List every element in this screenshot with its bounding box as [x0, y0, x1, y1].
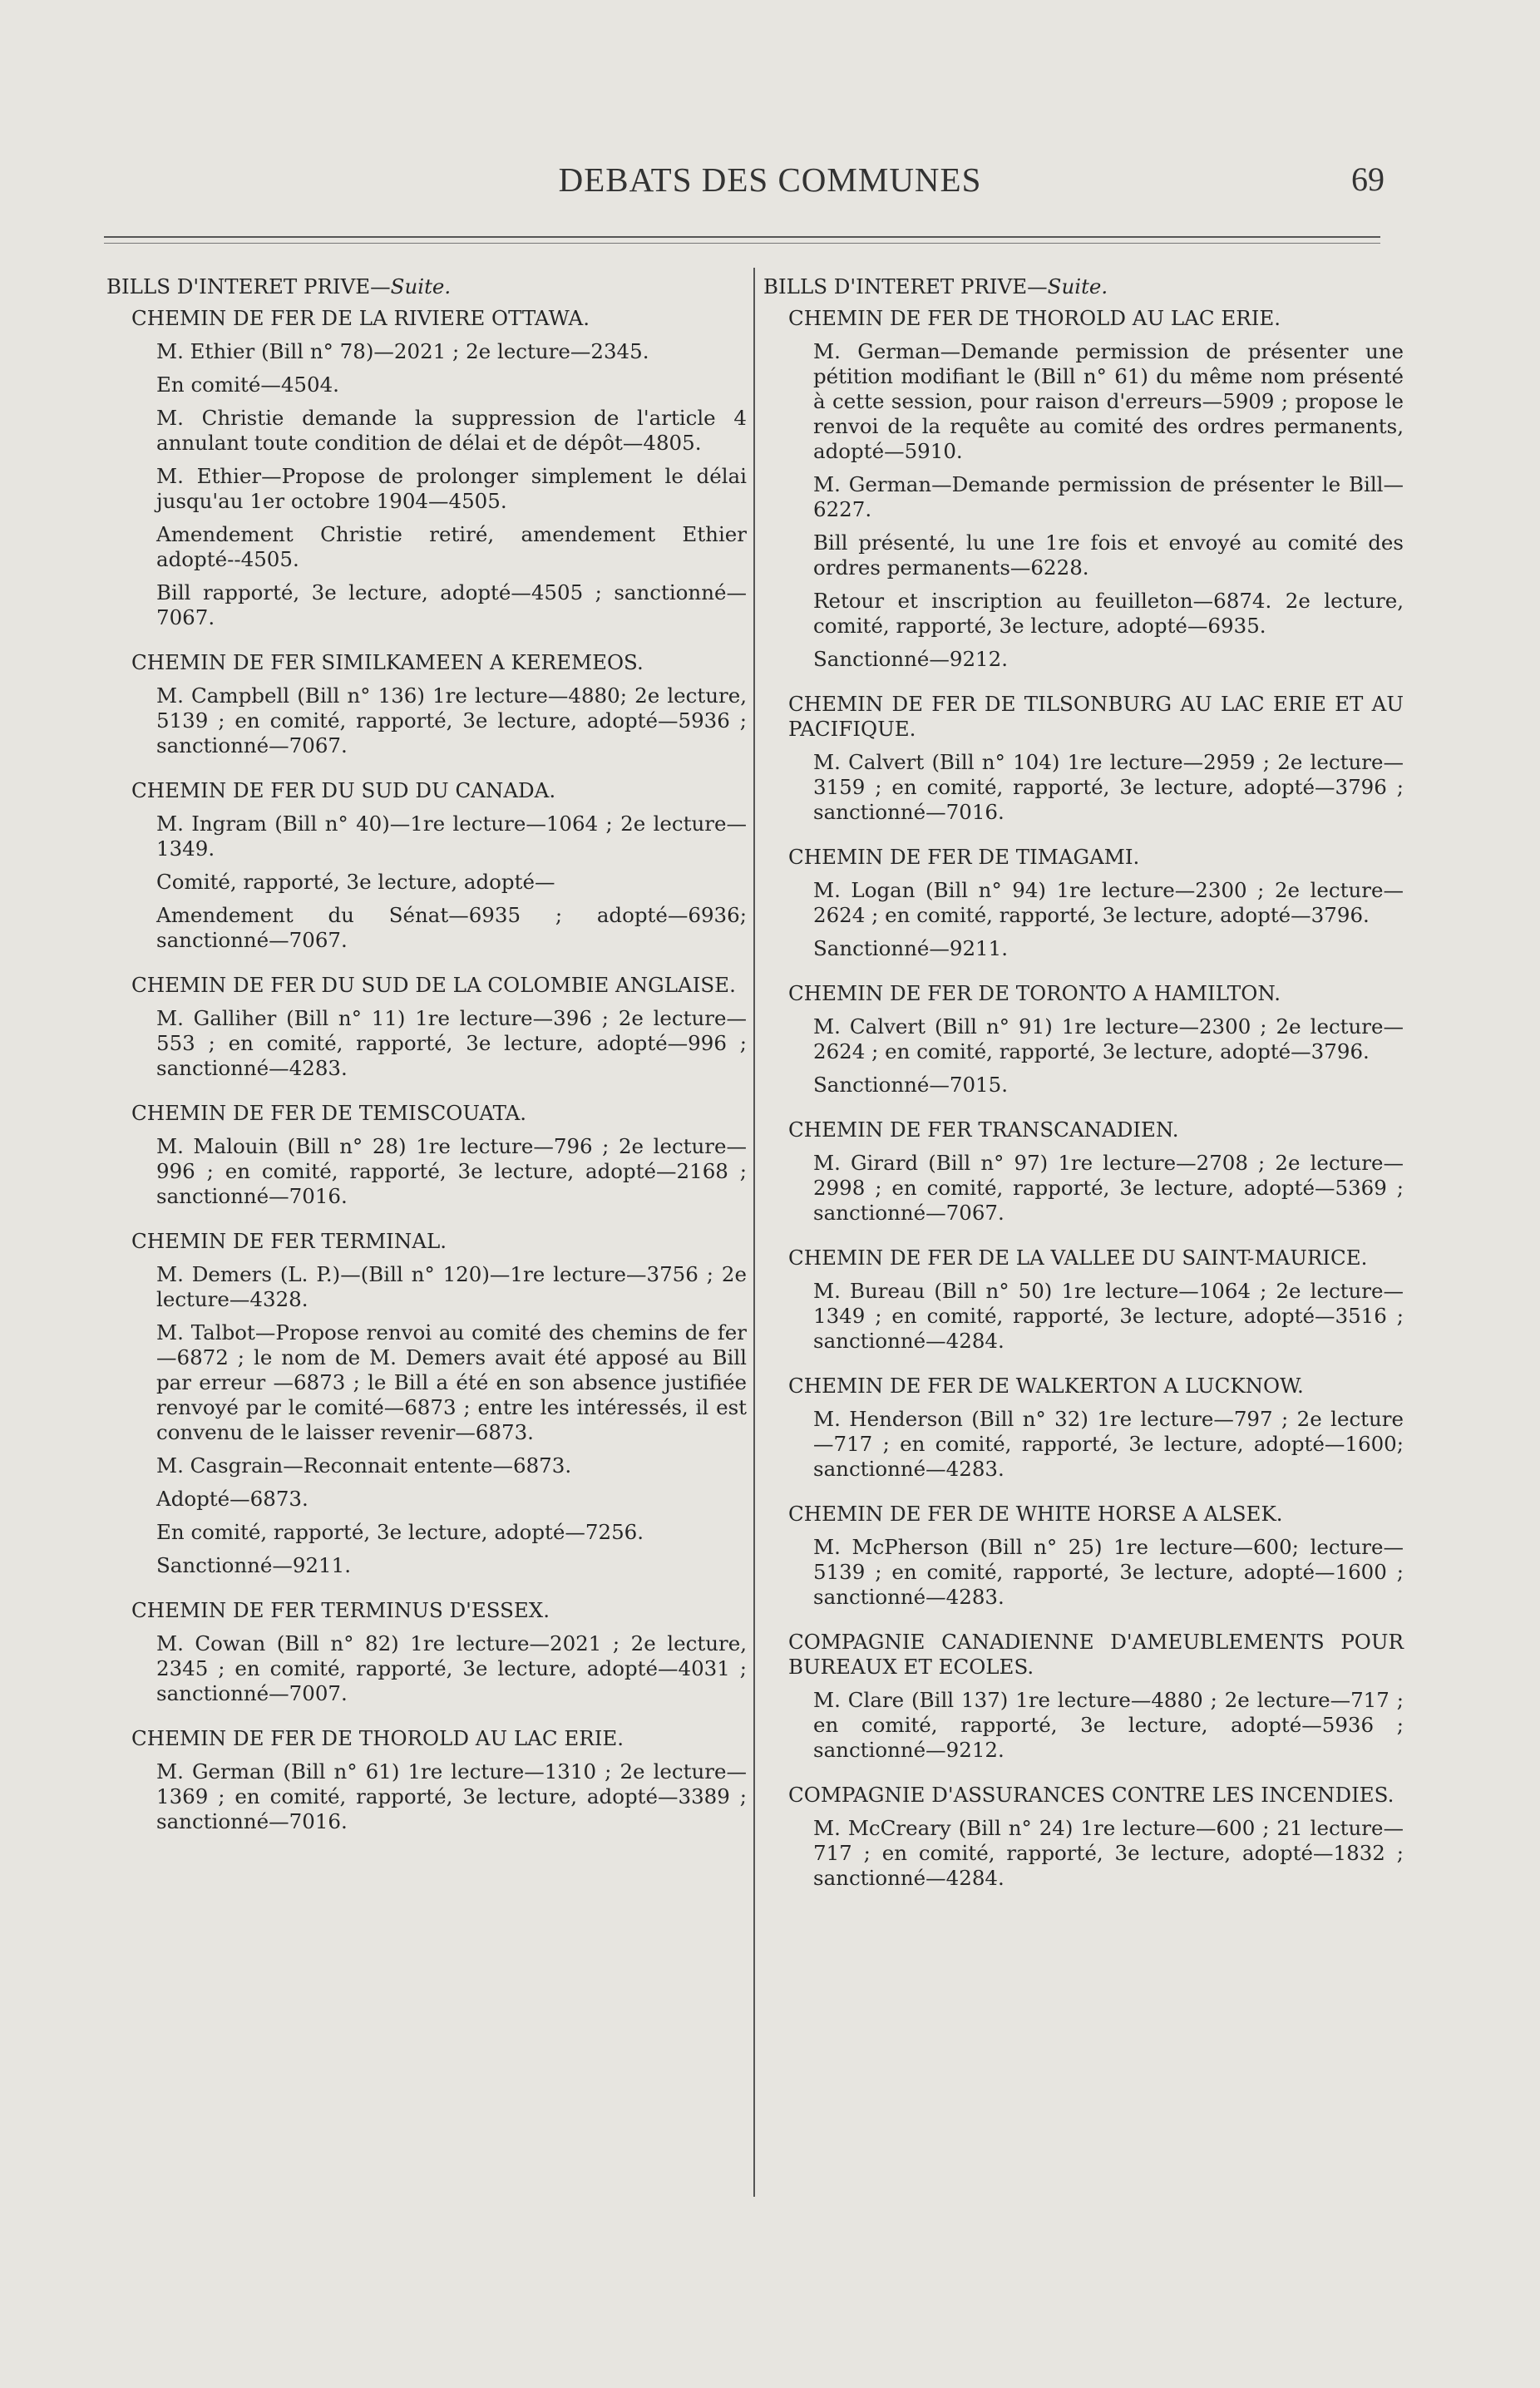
index-section: [763, 306, 1404, 672]
index-section: [763, 1630, 1404, 1763]
running-head: [106, 274, 747, 299]
section-title: CHEMIN DE FER DE THOROLD AU LAC ERIE.: [788, 306, 1281, 330]
index-section: [763, 1783, 1404, 1891]
index-section: [106, 778, 747, 953]
page-number: 69: [1351, 160, 1385, 198]
section-title: CHEMIN DE FER DE LA VALLEE DU SAINT-MAURICE.: [788, 1246, 1368, 1270]
section-title: COMPAGNIE D'ASSURANCES CONTRE LES INCENDIES.: [788, 1783, 1394, 1807]
header-rule: [104, 236, 1380, 238]
index-entry: Bill rapporté, 3e lecture, adopté—4505 ; sanctionné—7067.: [156, 580, 747, 629]
index-entry: M. German—Demande permission de présenter le Bill—6227.: [813, 472, 1404, 521]
right-column: [763, 274, 1404, 1911]
index-entry: M. Bureau (Bill n° 50) 1re lecture—1064 ; 2e lecture—1349 ; en comité, rapporté, 3e lecture, adopté—3516 ; sanctionné—4284.: [813, 1279, 1404, 1353]
section-title: CHEMIN DE FER TRANSCANADIEN.: [788, 1118, 1179, 1142]
section-title: CHEMIN DE FER DU SUD DE LA COLOMBIE ANGLAISE.: [131, 973, 736, 997]
index-entry: Sanctionné—7015.: [813, 1073, 1009, 1097]
section-title: CHEMIN DE FER DE TEMISCOUATA.: [131, 1101, 527, 1125]
index-entry: Amendement du Sénat—6935 ; adopté—6936; sanctionné—7067.: [156, 903, 747, 952]
index-entry: M. McCreary (Bill n° 24) 1re lecture—600 ; 21 lecture—717 ; en comité, rapporté, 3e lecture, adopté—1832 ; sanctionné—4284.: [813, 1816, 1404, 1890]
index-entry: M. German (Bill n° 61) 1re lecture—1310 ; 2e lecture—1369 ; en comité, rapporté, 3e lecture, adopté—3389 ; sanctionné—7016.: [156, 1759, 747, 1833]
index-section: [763, 1502, 1404, 1610]
index-entry: Sanctionné—9211.: [813, 936, 1009, 960]
index-entry: Comité, rapporté, 3e lecture, adopté—: [156, 870, 555, 894]
index-entry: M. Casgrain—Reconnait entente—6873.: [156, 1453, 572, 1478]
index-entry: M. Ethier—Propose de prolonger simplement le délai jusqu'au 1er octobre 1904—4505.: [156, 464, 747, 513]
index-entry: Bill présenté, lu une 1re fois et envoyé au comité des ordres permanents—6228.: [813, 530, 1404, 580]
section-title: CHEMIN DE FER DU SUD DU CANADA.: [131, 778, 556, 802]
index-entry: M. Galliher (Bill n° 11) 1re lecture—396 ; 2e lecture—553 ; en comité, rapporté, 3e lecture, adopté—996 ; sanctionné—4283.: [156, 1006, 747, 1080]
index-entry: M. Clare (Bill 137) 1re lecture—4880 ; 2e lecture—717 ; en comité, rapporté, 3e lecture, adopté—5936 ; sanctionné—9212.: [813, 1688, 1404, 1762]
running-head-text: BILLS D'INTERET PRIVE—: [106, 274, 391, 298]
section-title: CHEMIN DE FER TERMINAL.: [131, 1229, 447, 1253]
section-title: CHEMIN DE FER DE TIMAGAMI.: [788, 845, 1140, 869]
index-section: [106, 1598, 747, 1706]
section-title: CHEMIN DE FER DE LA RIVIERE OTTAWA.: [131, 306, 590, 330]
index-entry: Retour et inscription au feuilleton—6874. 2e lecture, comité, rapporté, 3e lecture, adopté—6935.: [813, 589, 1404, 638]
section-title: COMPAGNIE CANADIENNE D'AMEUBLEMENTS POUR BUREAUX ET ECOLES.: [788, 1630, 1404, 1679]
running-head-text: BILLS D'INTERET PRIVE—: [763, 274, 1048, 298]
index-section: [763, 845, 1404, 961]
index-entry: M. Girard (Bill n° 97) 1re lecture—2708 ; 2e lecture—2998 ; en comité, rapporté, 3e lecture, adopté—5369 ; sanctionné—7067.: [813, 1151, 1404, 1225]
index-entry: Amendement Christie retiré, amendement Ethier adopté--4505.: [156, 522, 747, 571]
index-entry: Sanctionné—9212.: [813, 647, 1009, 671]
section-title: CHEMIN DE FER DE WHITE HORSE A ALSEK.: [788, 1502, 1283, 1526]
index-entry: Adopté—6873.: [156, 1487, 308, 1511]
header-rule-secondary: [104, 243, 1380, 244]
index-entry: M. Malouin (Bill n° 28) 1re lecture—796 ; 2e lecture—996 ; en comité, rapporté, 3e lecture, adopté—2168 ; sanctionné—7016.: [156, 1134, 747, 1208]
section-title: CHEMIN DE FER DE TILSONBURG AU LAC ERIE ET AU PACIFIQUE.: [788, 692, 1404, 741]
index-section: [763, 981, 1404, 1098]
page-header-title: DEBATS DES COMMUNES: [558, 160, 982, 199]
index-section: [106, 1101, 747, 1209]
index-entry: M. Campbell (Bill n° 136) 1re lecture—4880; 2e lecture, 5139 ; en comité, rapporté, 3e lecture, adopté—5936 ; sanctionné—7067.: [156, 683, 747, 757]
index-entry: Sanctionné—9211.: [156, 1553, 352, 1577]
left-column: [106, 274, 747, 1854]
index-entry: M. Henderson (Bill n° 32) 1re lecture—797 ; 2e lecture—717 ; en comité, rapporté, 3e lecture, adopté—1600; sanctionné—4283.: [813, 1407, 1404, 1481]
index-entry: M. Talbot—Propose renvoi au comité des chemins de fer—6872 ; le nom de M. Demers avait été apposé au Bill par erreur —6873 ; le Bill a été en son absence justifiée renvoyé par le comité—6873 ; entre les intéressés, il est convenu de le laisser revenir—6873.: [156, 1320, 747, 1444]
index-entry: M. Calvert (Bill n° 91) 1re lecture—2300 ; 2e lecture—2624 ; en comité, rapporté, 3e lecture, adopté—3796.: [813, 1014, 1404, 1063]
index-entry: En comité—4504.: [156, 373, 339, 397]
index-section: [106, 1726, 747, 1834]
running-head-suffix: Suite.: [1047, 274, 1108, 298]
index-section: [763, 1246, 1404, 1354]
index-section: [763, 692, 1404, 825]
running-head-suffix: Suite.: [390, 274, 452, 298]
section-title: CHEMIN DE FER DE TORONTO A HAMILTON.: [788, 981, 1281, 1005]
section-title: CHEMIN DE FER DE WALKERTON A LUCKNOW.: [788, 1374, 1304, 1398]
index-entry: M. Calvert (Bill n° 104) 1re lecture—2959 ; 2e lecture—3159 ; en comité, rapporté, 3e lecture, adopté—3796 ; sanctionné—7016.: [813, 750, 1404, 824]
index-section: [106, 650, 747, 758]
index-section: [763, 1118, 1404, 1226]
index-entry: M. Demers (L. P.)—(Bill n° 120)—1re lecture—3756 ; 2e lecture—4328.: [156, 1262, 747, 1311]
index-section: [106, 973, 747, 1081]
index-entry: M. German—Demande permission de présenter une pétition modifiant le (Bill n° 61) du même nom présenté à cette session, pour raison d'erreurs—5909 ; propose le renvoi de la requête au comité des ordres permanents, adopté—5910.: [813, 339, 1404, 463]
index-entry: M. Ingram (Bill n° 40)—1re lecture—1064 ; 2e lecture—1349.: [156, 812, 747, 861]
index-entry: M. Logan (Bill n° 94) 1re lecture—2300 ; 2e lecture—2624 ; en comité, rapporté, 3e lecture, adopté—3796.: [813, 878, 1404, 927]
index-entry: M. Cowan (Bill n° 82) 1re lecture—2021 ; 2e lecture, 2345 ; en comité, rapporté, 3e lecture, adopté—4031 ; sanctionné—7007.: [156, 1631, 747, 1705]
section-title: CHEMIN DE FER DE THOROLD AU LAC ERIE.: [131, 1726, 624, 1750]
index-entry: En comité, rapporté, 3e lecture, adopté—7256.: [156, 1520, 644, 1544]
index-entry: M. Ethier (Bill n° 78)—2021 ; 2e lecture—2345.: [156, 339, 649, 363]
index-section: [106, 306, 747, 630]
running-head: [763, 274, 1404, 299]
section-title: CHEMIN DE FER SIMILKAMEEN A KEREMEOS.: [131, 650, 644, 674]
index-entry: M. Christie demande la suppression de l'article 4 annulant toute condition de délai et de dépôt—4805.: [156, 406, 747, 455]
index-entry: M. McPherson (Bill n° 25) 1re lecture—600; lecture—5139 ; en comité, rapporté, 3e lecture, adopté—1600 ; sanctionné—4283.: [813, 1535, 1404, 1609]
index-section: [106, 1229, 747, 1578]
section-title: CHEMIN DE FER TERMINUS D'ESSEX.: [131, 1598, 550, 1622]
index-section: [763, 1374, 1404, 1482]
column-divider: [753, 268, 755, 2197]
